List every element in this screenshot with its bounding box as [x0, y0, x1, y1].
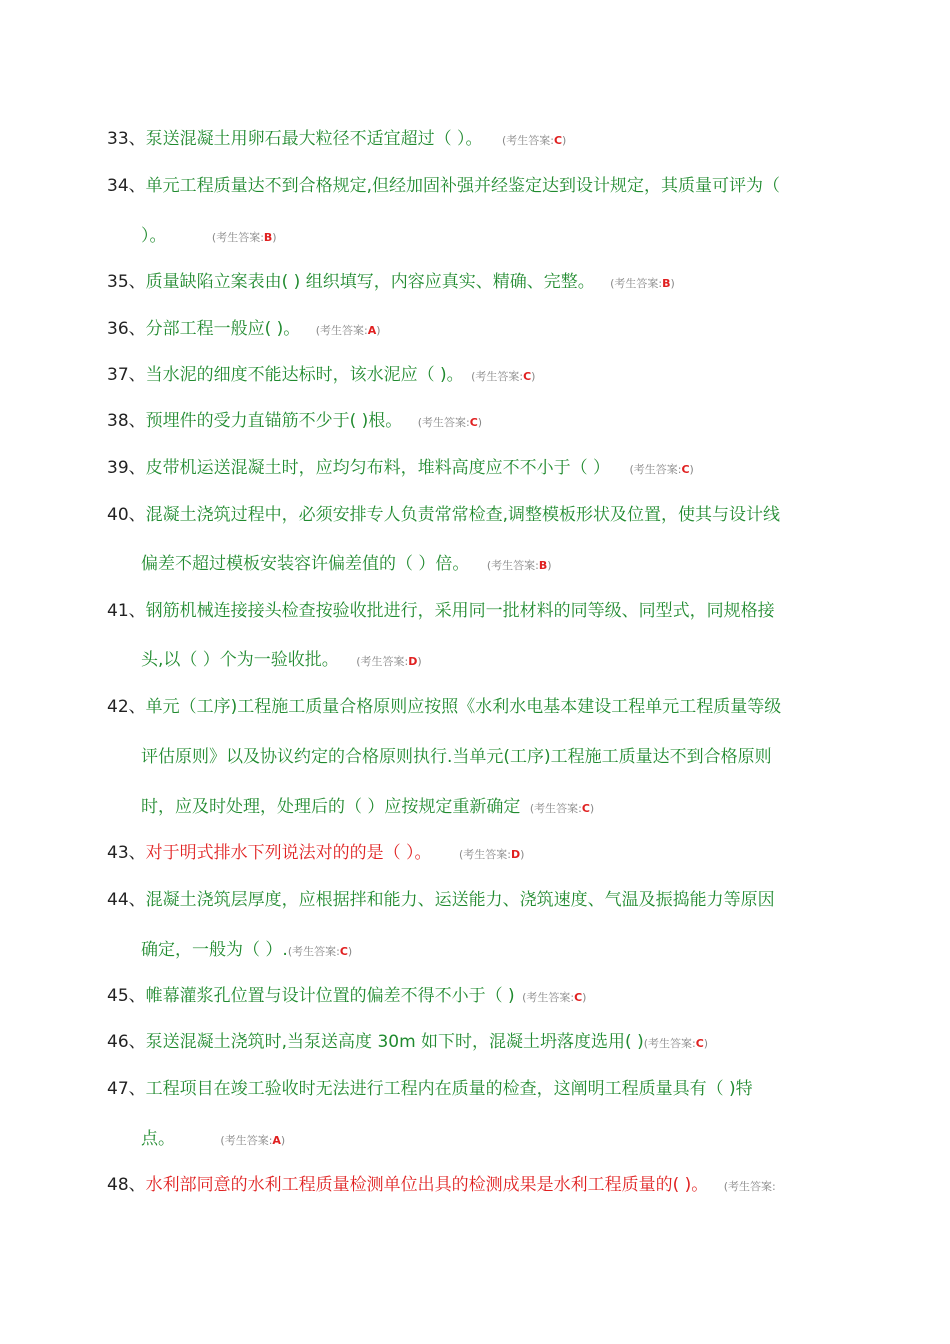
question-text: 混凝土浇筑层厚度，应根据拌和能力、运送能力、浇筑速度、气温及振捣能力等原因: [145, 890, 775, 910]
question-number: 36、: [107, 319, 146, 339]
question-38: [107, 409, 482, 435]
question-number: 45、: [107, 986, 146, 1006]
question-48: [107, 1173, 776, 1199]
question-text: 泵送混凝土用卵石最大粒径不适宜超过（ ）。: [145, 129, 483, 149]
answer-label: (考生答案:B): [211, 231, 277, 244]
question-text: 单元（工序)工程施工质量合格原则应按照《水利水电基本建设工程单元工程质量等级: [145, 697, 782, 717]
answer-label: (考生答案:C): [522, 991, 587, 1004]
question-33: [107, 127, 566, 153]
answer-label: (考生答案:C): [287, 945, 353, 958]
question-number: 40、: [107, 505, 146, 525]
answer-label: (考生答案:B): [610, 277, 675, 290]
question-text: 水利部同意的水利工程质量检测单位出具的检测成果是水利工程质量的( )。: [145, 1175, 709, 1195]
answer-value: B: [538, 559, 548, 572]
question-number: 33、: [107, 129, 146, 149]
answer-value: B: [263, 231, 273, 244]
answer-value: C: [339, 945, 348, 958]
question-41: [107, 599, 775, 623]
question-number: 34、: [107, 176, 146, 196]
question-text: 帷幕灌浆孔位置与设计位置的偏差不得不小于（ ): [145, 986, 515, 1006]
question-number: 35、: [107, 272, 146, 292]
answer-value: C: [523, 370, 532, 383]
question-39: [107, 456, 694, 482]
question-36: [107, 317, 381, 343]
answer-label: (考生答案:C): [501, 134, 567, 147]
answer-value: A: [272, 1134, 281, 1147]
question-35: [107, 270, 675, 296]
answer-label: (考生答案:C): [471, 370, 536, 383]
answer-value: C: [469, 416, 478, 429]
question-40-cont: [141, 552, 552, 578]
question-34: [107, 174, 780, 198]
answer-value: C: [681, 463, 690, 476]
answer-value: C: [581, 802, 590, 815]
question-text: 预埋件的受力直锚筋不少于( )根。: [145, 411, 403, 431]
question-text: 偏差不超过模板安装容许偏差值的（ ）倍。: [141, 554, 470, 574]
answer-label: (考生答案:D): [458, 848, 525, 861]
answer-label: (考生答案:D): [356, 655, 422, 668]
question-number: 48、: [107, 1175, 146, 1195]
answer-value: C: [574, 991, 583, 1004]
question-text: 对于明式排水下列说法对的的是（ ）。: [145, 843, 432, 863]
question-text: 点。: [141, 1129, 175, 1149]
answer-value: C: [553, 134, 563, 147]
answer-label: (考生答案:C): [529, 802, 595, 815]
answer-value: C: [695, 1037, 704, 1050]
question-44: [107, 888, 775, 912]
question-number: 38、: [107, 411, 146, 431]
question-number: 44、: [107, 890, 146, 910]
question-42-cont: [141, 745, 772, 769]
answer-label: (考生答案:C): [643, 1037, 709, 1050]
answer-value: A: [367, 324, 377, 337]
question-text: 皮带机运送混凝土时，应均匀布料，堆料高度应不不小于（ ）: [145, 458, 611, 478]
answer-value: B: [662, 277, 671, 290]
question-text: 泵送混凝土浇筑时,当泵送高度 30m 如下时，混凝土坍落度选用( ): [145, 1032, 644, 1052]
answer-label: (考生答案:A): [315, 324, 381, 337]
question-34-cont: [141, 224, 277, 250]
question-number: 37、: [107, 365, 146, 385]
answer-label: (考生答案:A): [220, 1134, 286, 1147]
question-47-cont: [141, 1127, 285, 1153]
question-40: [107, 503, 780, 527]
question-46: [107, 1030, 708, 1056]
question-text: 当水泥的细度不能达标时，该水泥应（ )。: [145, 365, 464, 385]
question-43: [107, 841, 524, 867]
question-45: [107, 984, 586, 1010]
question-number: 41、: [107, 601, 146, 621]
question-number: 39、: [107, 458, 146, 478]
question-number: 42、: [107, 697, 146, 717]
question-text: 头,以（ ）个为一验收批。: [141, 650, 339, 670]
answer-value: D: [408, 655, 418, 668]
question-text: 单元工程质量达不到合格规定,但经加固补强并经鉴定达到设计规定，其质量可评为（: [145, 176, 781, 196]
answer-label-truncated: (考生答案:: [723, 1180, 776, 1193]
question-text: 分部工程一般应( )。: [145, 319, 301, 339]
question-text: 确定，一般为（ ）.: [141, 940, 288, 960]
question-41-cont: [141, 648, 422, 674]
answer-label: (考生答案:C): [417, 416, 483, 429]
question-number: 46、: [107, 1032, 146, 1052]
question-number: 47、: [107, 1079, 146, 1099]
question-42-cont2: [141, 795, 594, 821]
question-text: 质量缺陷立案表由( ) 组织填写，内容应真实、精确、完整。: [145, 272, 595, 292]
question-44-cont: [141, 938, 352, 964]
question-37: [107, 363, 535, 389]
question-47: [107, 1077, 753, 1101]
question-text: ）。: [141, 226, 167, 246]
question-42: [107, 695, 781, 719]
question-number: 43、: [107, 843, 146, 863]
answer-value: D: [510, 848, 521, 861]
question-text: 混凝土浇筑过程中，必须安排专人负责常常检查,调整模板形状及位置，使其与设计线: [145, 505, 781, 525]
question-text: 钢筋机械连接接头检查按验收批进行，采用同一批材料的同等级、同型式，同规格接: [145, 601, 775, 621]
answer-label: (考生答案:B): [486, 559, 552, 572]
question-text: 评估原则》以及协议约定的合格原则执行.当单元(工序)工程施工质量达不到合格原则: [141, 747, 772, 767]
question-text: 时，应及时处理，处理后的（ ）应按规定重新确定: [141, 797, 521, 817]
answer-label: (考生答案:C): [629, 463, 694, 476]
question-text: 工程项目在竣工验收时无法进行工程内在质量的检查，这阐明工程质量具有（ )特: [145, 1079, 753, 1099]
